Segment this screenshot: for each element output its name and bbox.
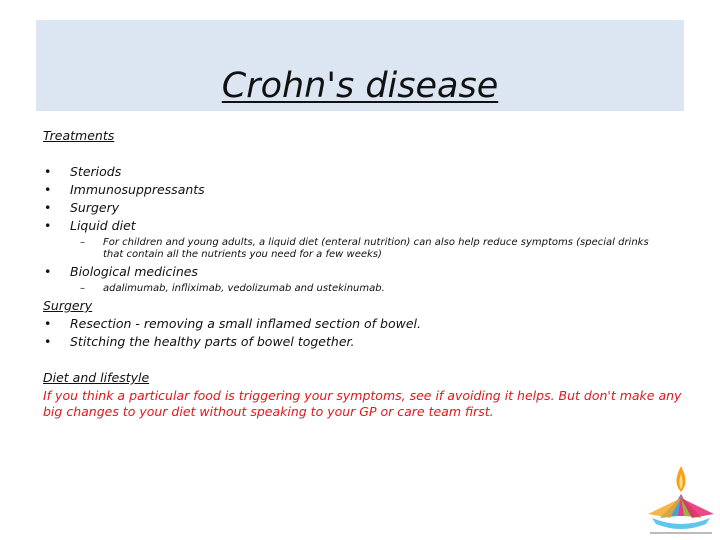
treatment-item: Steriods [70, 164, 122, 179]
diet-advice-text: If you think a particular food is triggering your symptoms, see if avoiding it helps. But don't make any big changes to your diet without speaking to your GP or care team first. [43, 388, 682, 419]
bullet-icon: • [44, 316, 52, 331]
dash-icon: – [80, 283, 85, 294]
lamp-lotus-logo-icon [638, 458, 718, 538]
bullet-icon: • [44, 218, 52, 233]
dash-icon: – [80, 237, 85, 248]
diet-heading: Diet and lifestyle [43, 370, 150, 385]
liquid-diet-note-continued: that contain all the nutrients you need for a few weeks) [103, 249, 382, 260]
treatments-heading: Treatments [43, 128, 115, 143]
bullet-icon: • [44, 334, 52, 349]
bullet-icon: • [44, 182, 52, 197]
liquid-diet-note: For children and young adults, a liquid diet (enteral nutrition) can also help reduce symptoms (special drinks [103, 237, 649, 248]
bullet-icon: • [44, 200, 52, 215]
slide-title: Crohn's disease [221, 66, 499, 106]
surgery-item: Resection - removing a small inflamed section of bowel. [70, 316, 421, 331]
treatment-item-biological: Biological medicines [70, 264, 198, 279]
bullet-icon: • [44, 164, 52, 179]
title-banner [36, 20, 684, 111]
surgery-heading: Surgery [43, 298, 93, 313]
bullet-icon: • [44, 264, 52, 279]
treatment-item: Surgery [70, 200, 120, 215]
surgery-item: Stitching the healthy parts of bowel together. [70, 334, 355, 349]
biological-note: adalimumab, infliximab, vedolizumab and ustekinumab. [103, 283, 385, 294]
treatment-item: Immunosuppressants [70, 182, 205, 197]
treatment-item: Liquid diet [70, 218, 136, 233]
